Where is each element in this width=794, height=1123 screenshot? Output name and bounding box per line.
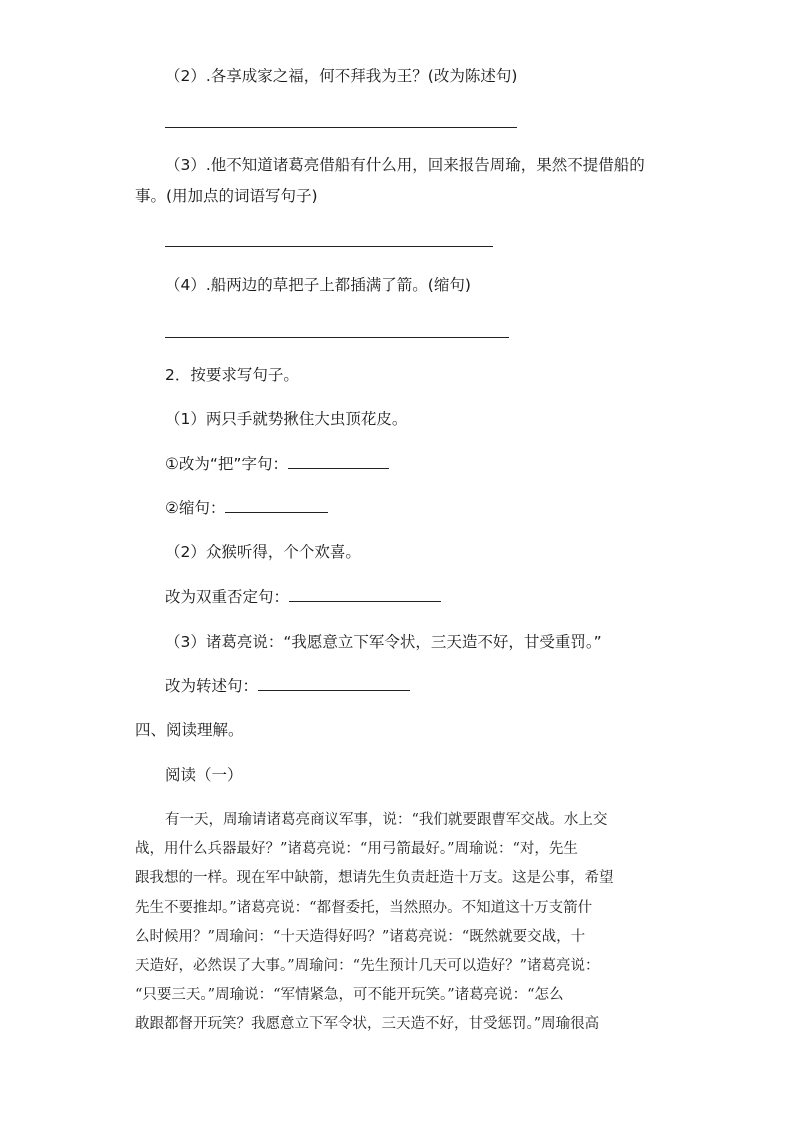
passage-line: 跟我想的一样。现在军中缺箭，想请先生负责赶造十万支。这是公事，希望 bbox=[135, 870, 614, 887]
passage-line: 敢跟都督开玩笑？我愿意立下军令状，三天造不好，甘受惩罚。”周瑜很高 bbox=[135, 1016, 600, 1033]
question-2-1: （1）两只手就势揪住大虫顶花皮。 bbox=[165, 410, 408, 428]
question-2-3: （3）诸葛亮说：“我愿意立下军令状，三天造不好，甘受重罚。” bbox=[165, 633, 602, 651]
passage-line: “只要三天。”周瑜说：“军情紧急，可不能开玩笑。”诸葛亮说：“怎么 bbox=[135, 987, 564, 1004]
question-2-1-b bbox=[165, 498, 328, 518]
question-2-1-b-label: ②缩句： bbox=[165, 499, 226, 517]
question-2-3-a bbox=[165, 676, 410, 696]
question-2-2-a bbox=[165, 587, 441, 607]
passage-line: 先生不要推却。”诸葛亮说：“都督委托，当然照办。不知道这十万支箭什 bbox=[135, 899, 593, 916]
question-2-1-a-label: ①改为“把”字句： bbox=[165, 455, 288, 473]
question-1-2: （2）.各享成家之福，何不拜我为王？(改为陈述句) bbox=[165, 67, 518, 85]
question-1-4: （4）.船两边的草把子上都插满了箭。(缩句) bbox=[165, 276, 471, 294]
question-2-title: 2．按要求写句子。 bbox=[165, 366, 299, 384]
question-2-1-a bbox=[165, 454, 389, 474]
question-1-3-line1: （3）.他不知道诸葛亮借船有什么用，回来报告周瑜，果然不提借船的 bbox=[165, 156, 645, 174]
answer-line-2-1-a[interactable] bbox=[288, 454, 389, 469]
answer-line-1-4[interactable] bbox=[165, 337, 509, 338]
answer-line-2-2-a[interactable] bbox=[289, 587, 441, 602]
answer-line-1-3[interactable] bbox=[165, 246, 493, 247]
answer-line-2-3-a[interactable] bbox=[258, 676, 410, 691]
passage-line: 有一天，周瑜请诸葛亮商议军事，说：“我们就要跟曹军交战。水上交 bbox=[165, 812, 608, 828]
question-1-3-line2: 事。(用加点的词语写句子) bbox=[135, 187, 318, 205]
question-2-2: （2）众猴听得，个个欢喜。 bbox=[165, 543, 361, 561]
question-2-3-a-label: 改为转述句： bbox=[165, 677, 259, 695]
section-4-heading: 四、阅读理解。 bbox=[135, 721, 244, 739]
passage-line: 天造好，必然误了大事。”周瑜问：“先生预计几天可以造好？”诸葛亮说： bbox=[135, 958, 600, 975]
reading-1-heading: 阅读（一） bbox=[165, 766, 243, 784]
passage-line: 战，用什么兵器最好？”诸葛亮说：“用弓箭最好。”周瑜说：“对，先生 bbox=[135, 841, 578, 858]
question-2-2-a-label: 改为双重否定句： bbox=[165, 588, 290, 606]
passage-line: 么时候用？”周瑜问：“十天造得好吗？”诸葛亮说：“既然就要交战，十 bbox=[135, 928, 586, 945]
reading-passage bbox=[135, 806, 660, 1040]
answer-line-2-1-b[interactable] bbox=[225, 498, 328, 513]
answer-line-1-2[interactable] bbox=[165, 127, 517, 128]
